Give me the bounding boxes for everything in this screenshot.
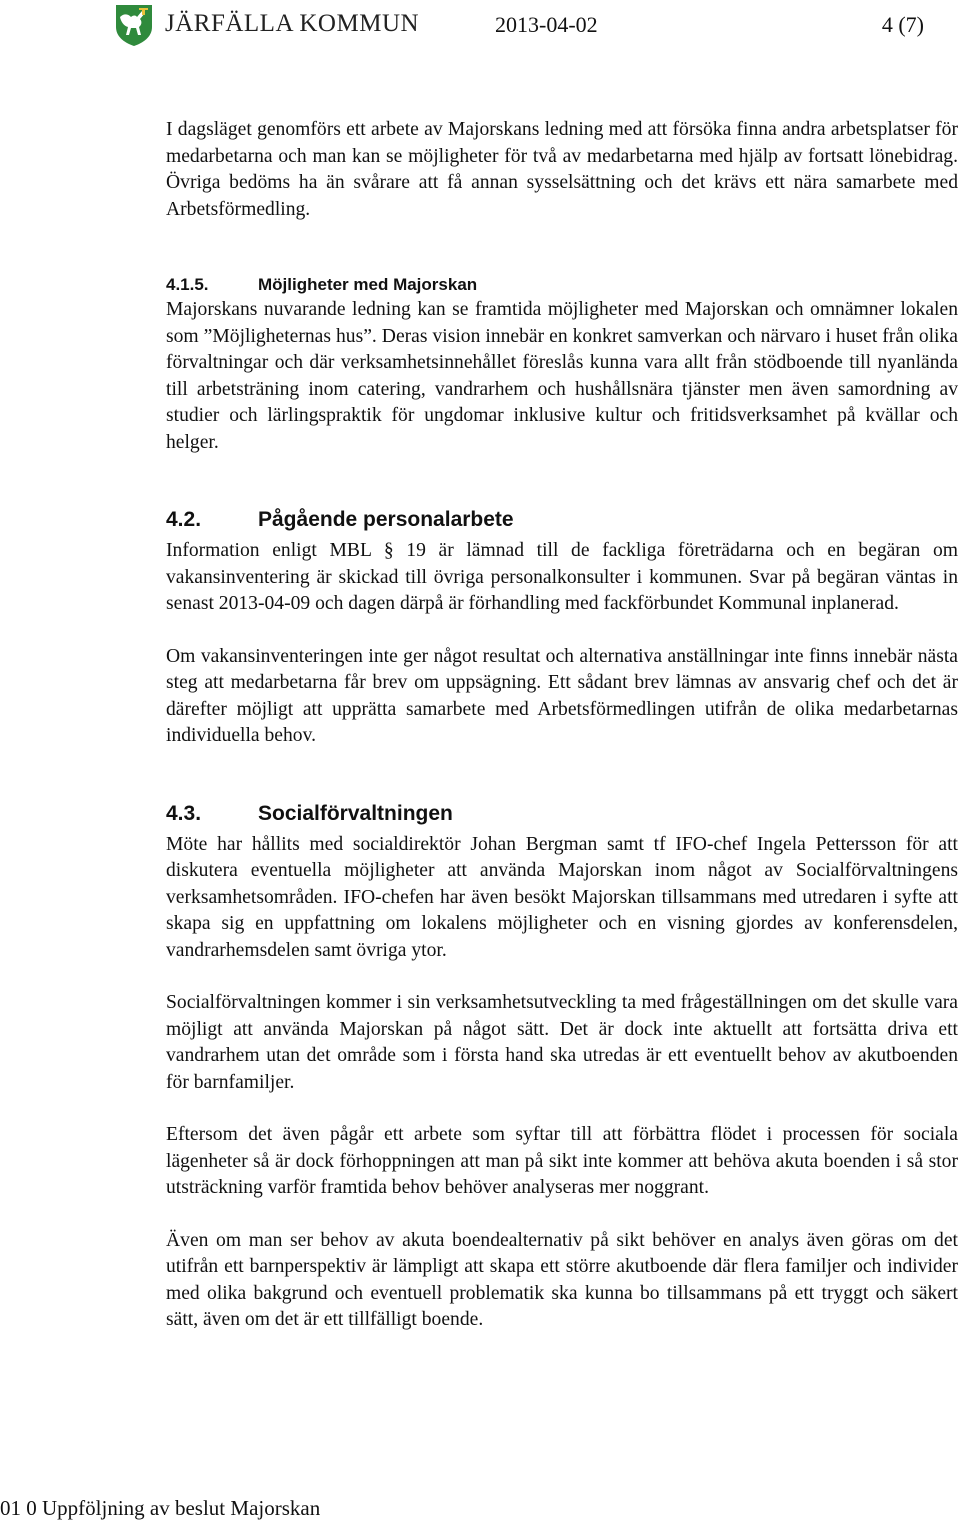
section-4-1-5-paragraph: Majorskans nuvarande ledning kan se framtida möjligheter med Majorskan och omnämner lokalen som ”Möjligheternas hus”. Deras vision innebär en konkret samverkan och närvaro i huset från olika förvaltningar och där verksamhetsinnehållet föreslås kunna vara allt från stödboende till nyanlända till arbetsträning inom catering, vandrarhem och hushållsnära tjänster men även samordning av studier och lärlingspraktik för ungdomar inklusive kultur och fritidsverksamhet på kvällar och helger. [166, 299, 958, 453]
section-title: Möjligheter med Majorskan [258, 275, 478, 294]
section-number: 4.3. [166, 801, 202, 825]
section-number: 4.1.5. [166, 275, 209, 294]
page-number: 4 (7) [881, 12, 924, 37]
section-4-2-paragraph-2: Om vakansinventeringen inte ger något resultat och alternativa anställningar inte finns innebär nästa steg att medarbetarna får brev om uppsägning. Ett sådant brev lämnas av ansvarig chef och det är därefter möjligt att upprätta samarbete med Arbetsförmedlingen utifrån de olika medarbetarnas individuella behov. [166, 645, 958, 746]
municipality-logo-text: JÄRFÄLLA KOMMUN [165, 10, 420, 37]
section-4-2-paragraph-1: Information enligt MBL § 19 är lämnad till de fackliga företrädarna och en begäran om vakansinventering är skickad till övriga personalkonsulter i kommunen. Svar på begäran väntas in senast 2013-04-09 och dagen därpå är förhandling med fackförbundet Kommunal inplanerad. [166, 540, 958, 614]
section-title: Socialförvaltningen [258, 801, 453, 825]
page-footer: 01 0 Uppföljning av beslut Majorskan [0, 1496, 321, 1520]
section-4-3-paragraph-3: Eftersom det även pågår ett arbete som syftar till att förbättra flödet i processen för sociala lägenheter så är dock förhoppningen att man på sikt inte kommer att behöva akuta boenden i så stor utsträckning varför framtida behov behöver analyseras mer noggrant. [166, 1124, 958, 1198]
section-4-3-paragraph-4: Även om man ser behov av akuta boendealternativ på sikt behöver en analys även göras om det utifrån ett barnperspektiv är lämpligt att skapa ett större akutboende där flera familjer och individer med olika bakgrund och eventuell problematik ska kunna bo tillsammans på ett tryggt och säkert sätt, även om det är ett tillfälligt boende. [166, 1229, 958, 1330]
intro-paragraph: I dagsläget genomförs ett arbete av Majorskans ledning med att försöka finna andra arbetsplatser för medarbetarna och man kan se möjligheter för två av medarbetarna med hjälp av fortsatt lönebidrag. Övriga bedöms ha än svårare att få annan sysselsättning och det krävs ett nära samarbete med Arbetsförmedling. [166, 119, 958, 220]
section-4-3-paragraph-1: Möte har hållits med socialdirektör Johan Bergman samt tf IFO-chef Ingela Pettersson för att diskutera eventuella möjligheter att använda Majorskan inom något av Socialförvaltningens verksamhetsområden. IFO-chefen har även besökt Majorskan tillsammans med utredaren i syfte att skapa sig en uppfattning om lokalens möjligheter och en visning gjordes av konferensdelen, vandrarhemsdelen samt övriga ytor. [166, 833, 958, 961]
document-date: 2013-04-02 [495, 12, 598, 37]
section-heading-4-2 [166, 506, 958, 534]
coat-of-arms-logo-icon [112, 3, 156, 47]
section-title: Pågående personalarbete [258, 508, 514, 531]
section-number: 4.2. [166, 508, 202, 531]
section-heading-4-3 [166, 800, 958, 828]
page-header [0, 0, 960, 60]
document-body [166, 117, 958, 1334]
section-4-3-paragraph-2: Socialförvaltningen kommer i sin verksamhetsutveckling ta med frågeställningen om det skulle vara möjligt att använda Majorskan på något sätt. Det är dock inte aktuellt att fortsätta driva ett vandrarhem utan det område som i första hand ska utredas är ett eventuellt behov av akutboenden för barnfamiljer. [166, 992, 958, 1093]
section-heading-4-1-5 [166, 274, 958, 296]
